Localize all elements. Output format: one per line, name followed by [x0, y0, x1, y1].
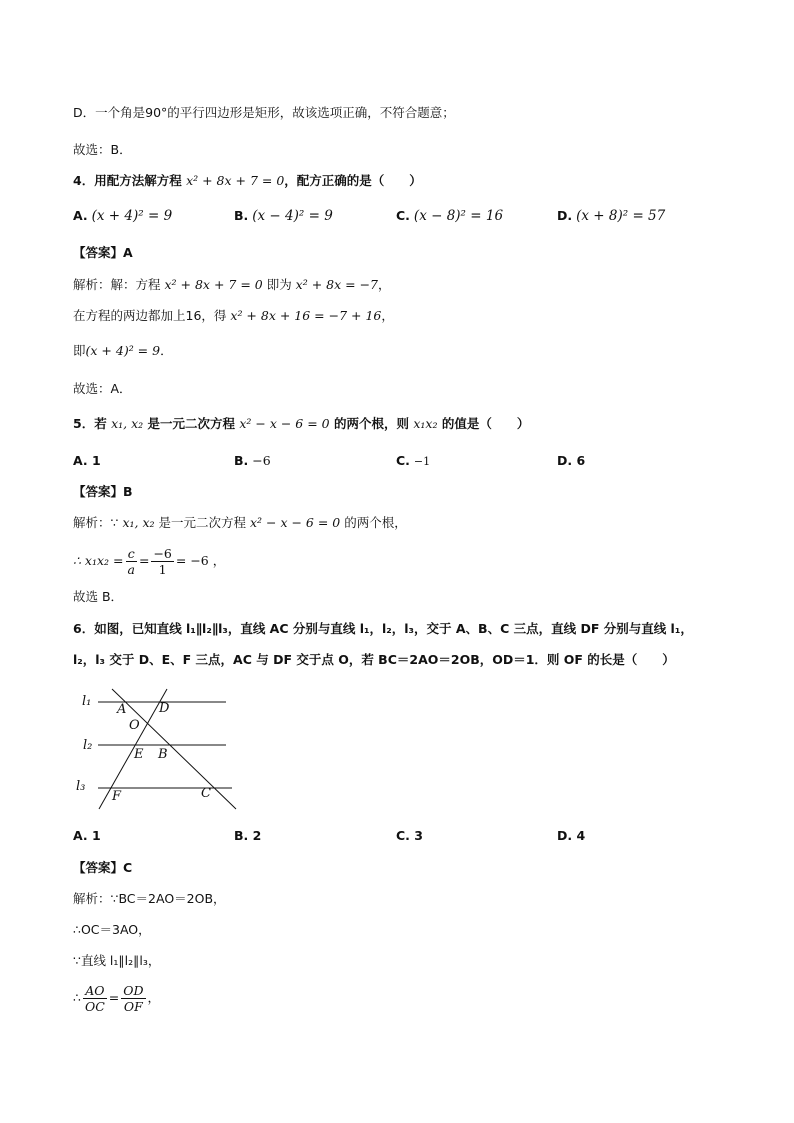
option-expr: (x − 8)² = 16 [413, 208, 504, 224]
q5-option-a[interactable]: A. 1 [73, 453, 101, 468]
numerator: c [126, 546, 137, 562]
option-expr: −1 [413, 455, 431, 468]
q6-option-a[interactable]: A. 1 [73, 828, 101, 843]
q5-option-d[interactable]: D. 6 [557, 453, 586, 468]
math: x² − x − 6 = 0 [239, 416, 330, 431]
label-f: F [112, 789, 122, 804]
fraction-ao-over-oc [83, 983, 107, 1014]
text: 解析：∵ [73, 515, 123, 530]
math: (x + 4)² = 9 [85, 343, 161, 358]
denominator: 1 [158, 562, 167, 577]
q6-answer: 【答案】C [73, 860, 133, 875]
option-label: A. [73, 208, 88, 223]
q6-stem-line-1: 6．如图，已知直线 l₁∥l₂∥l₃，直线 AC 分别与直线 l₁，l₂，l₃，交于 A、B、C 三点，直线 DF 分别与直线 l₁， [73, 621, 693, 636]
equals: = [108, 990, 120, 1005]
label-c: C [201, 786, 211, 801]
q6-option-d[interactable]: D. 4 [557, 828, 586, 843]
denominator: a [127, 562, 135, 577]
q4-solution-line-1 [73, 275, 391, 295]
math: x² + 8x + 16 = −7 + 16 [230, 308, 382, 323]
math: x² + 8x + 7 = 0 [164, 277, 263, 292]
q5-conclusion: 故选 B． [73, 589, 124, 604]
denominator: OC [84, 999, 105, 1014]
q5-option-c[interactable] [396, 450, 430, 473]
text: ， [378, 277, 391, 292]
q4-solution-line-2 [73, 306, 394, 326]
option-label: B. [234, 453, 249, 468]
text: 解析：解：方程 [73, 277, 165, 292]
label-o: O [129, 718, 140, 733]
text: 5．若 [73, 416, 112, 431]
text: ∴ [73, 990, 81, 1005]
option-label: D. [557, 208, 573, 223]
option-expr: −6 [252, 453, 271, 468]
q4-stem-prefix: 4．用配方法解方程 [73, 173, 187, 188]
q4-option-b[interactable] [234, 205, 333, 227]
q5-option-b[interactable] [234, 450, 271, 472]
text: 的值是（ ） [437, 416, 530, 431]
text: 是一元二次方程 [154, 515, 250, 530]
text: 是一元二次方程 [143, 416, 240, 431]
line-df [99, 689, 167, 809]
text: 即 [73, 343, 86, 358]
q4-stem-equation: x² + 8x + 7 = 0 [186, 173, 285, 188]
text: 即为 [262, 277, 296, 292]
numerator: AO [83, 983, 107, 999]
label-b: B [158, 747, 168, 762]
q6-option-c[interactable]: C. 3 [396, 828, 423, 843]
option-expr: (x − 4)² = 9 [252, 208, 333, 224]
parallel-lines-figure [70, 682, 245, 814]
option-expr: (x + 4)² = 9 [91, 208, 173, 224]
fraction-od-over-of [121, 983, 145, 1014]
label-l1: l₁ [82, 694, 92, 709]
math: = −6 ， [175, 553, 226, 568]
q6-solution-line-2: ∴OC＝3AO， [73, 922, 151, 937]
label-l3: l₃ [76, 779, 86, 794]
text: 的两个根， [340, 515, 407, 530]
q4-stem [73, 171, 422, 191]
numerator: OD [123, 983, 144, 998]
math: ∴ x₁x₂ = [73, 553, 124, 568]
text: 的两个根，则 [329, 416, 414, 431]
denominator: OF [123, 999, 143, 1014]
q4-option-c[interactable] [396, 205, 503, 227]
fraction-minus6-over-1 [151, 546, 173, 577]
line-ac [112, 689, 236, 809]
text: ， [147, 990, 161, 1005]
q4-option-d[interactable] [557, 205, 665, 227]
option-expr: (x + 8)² = 57 [576, 208, 666, 224]
text: 在方程的两边都加上16，得 [73, 308, 231, 323]
fraction-c-over-a [126, 546, 137, 577]
numerator: −6 [153, 546, 172, 561]
q6-solution-line-4 [73, 980, 160, 1016]
label-l2: l₂ [83, 738, 93, 753]
math: x₁, x₂ [111, 416, 144, 431]
q5-solution-line-1 [73, 513, 407, 533]
label-e: E [134, 747, 144, 762]
label-a: A [117, 702, 127, 717]
q5-stem [73, 414, 529, 434]
math: x² − x − 6 = 0 [249, 515, 341, 530]
math: x² + 8x = −7 [295, 277, 379, 292]
label-d: D [159, 701, 170, 716]
q6-option-b[interactable]: B. 2 [234, 828, 262, 843]
q6-stem-line-2: l₂，l₃ 交于 D、E、F 三点，AC 与 DF 交于点 O，若 BC＝2AO＝2OB，OD＝1．则 OF 的长是（ ） [73, 652, 675, 667]
q5-answer: 【答案】B [73, 484, 133, 499]
q4-answer: 【答案】A [73, 245, 133, 260]
option-label: C. [396, 453, 410, 468]
q4-conclusion: 故选：A． [73, 381, 132, 396]
option-label: B. [234, 208, 249, 223]
q3-option-d-explanation: D．一个角是90°的平行四边形是矩形，故该选项正确，不符合题意； [73, 105, 455, 120]
q5-solution-line-2: ∴ x₁x₂ = $\frac{c}{a}$ = $\frac{-6}{1}$ = −6 ， [73, 546, 226, 577]
math: x₁, x₂ [122, 515, 155, 530]
q6-solution-line-3: ∵直线 l₁∥l₂∥l₃， [73, 953, 161, 968]
q4-option-a[interactable] [73, 205, 172, 227]
option-label: C. [396, 208, 410, 223]
q6-solution-line-1: 解析：∵BC＝2AO＝2OB， [73, 891, 226, 906]
q4-solution-line-3 [73, 341, 173, 361]
math: x₁x₂ [413, 416, 438, 431]
q3-conclusion: 故选：B． [73, 142, 132, 157]
q4-stem-suffix: ，配方正确的是（ ） [284, 173, 422, 188]
text: ． [160, 343, 173, 358]
text: ， [381, 308, 394, 323]
